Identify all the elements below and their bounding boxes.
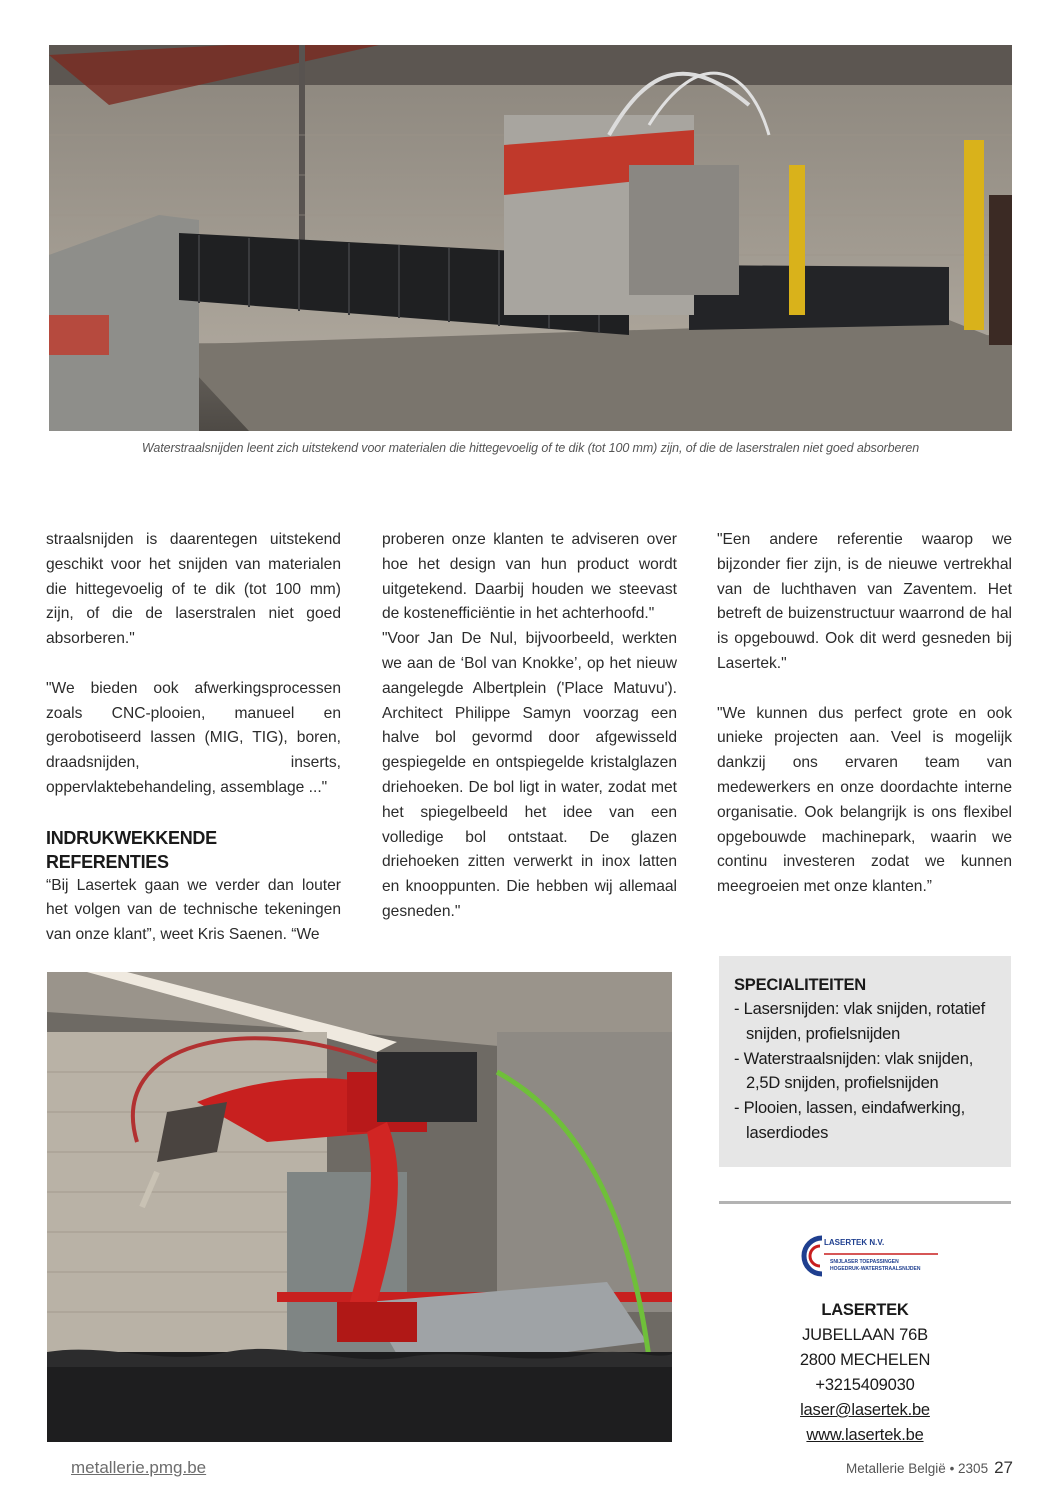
paragraph: proberen onze klanten te adviseren over hoe het design van hun product wordt uitgetekend. Daarbij houden we steevast de kostenefficiëntie in het achterhoofd." [382,531,677,623]
company-address [770,1298,960,1448]
section-heading: INDRUKWEKKENDE REFERENTIES [46,827,217,872]
city: 2800 MECHELEN [799,1351,931,1369]
svg-text:SNIJLASER TOEPASSINGEN: SNIJLASER TOEPASSINGEN [830,1259,899,1265]
welding-robot-photo [47,972,672,1442]
photo-caption: Waterstraalsnijden leent zich uitstekend voor materialen die hittegevoelig of te dik (tot 100 mm) zijn, of die de laserstralen niet goed absorberen [141,441,920,455]
list-item: - Waterstraalsnijden: vlak snijden, 2,5D snijden, profielsnijden [734,1049,974,1093]
street: JUBELLAAN 76B [802,1326,928,1344]
phone: +3215409030 [815,1376,915,1394]
paragraph: "We kunnen dus perfect grote en ook unieke projecten aan. Veel is mogelijk dankzij ons ervaren team van medewerkers en onze doordachte interne organisatie. Ook belangrijk is ons flexibel opgebouwde machinepark, waarin we continu investeren zodat we kunnen meegroeien met onze klanten.” [717,704,1012,896]
footer-issue [846,1458,1013,1478]
waterjet-machine-photo [49,45,1012,431]
paragraph: straalsnijden is daarentegen uitstekend geschikt voor het snijden van materialen die hittegevoelig of te dik (tot 100 mm) zijn, of die de laserstralen niet goed absorberen." [46,531,341,648]
specialities-title: SPECIALITEITEN [734,976,866,994]
issue-label: Metallerie België • 2305 [846,1461,989,1476]
svg-text:HOGEDRUK-WATERSTRAALSNIJDEN: HOGEDRUK-WATERSTRAALSNIJDEN [830,1266,921,1272]
paragraph: "We bieden ook afwerkingsprocessen zoals CNC-plooien, manueel en gerobotiseerd lassen (MIG, TIG), boren, draadsnijden, inserts, oppervlaktebehandeling, assemblage ..." [46,679,341,796]
specialities-box [719,956,1011,1167]
text-column-2 [382,528,677,925]
paragraph: "Voor Jan De Nul, bijvoorbeeld, werkten we aan de ‘Bol van Knokke’, op het nieuw aangelegde Albertplein ('Place Matuvu'). Architect Philippe Samyn voorzag een halve bol gevormd door afgewisseld gespiegelde en ontspiegelde kristalglazen driehoeken. De bol ligt in water, zodat met het spiegelbeeld het idee van een volledige bol ontstaat. De glazen driehoeken zitten verwerkt in inox latten en knooppunten. Die hebben wij allemaal gesneden." [382,630,677,920]
email-link[interactable]: laser@lasertek.be [800,1401,930,1419]
lasertek-logo [800,1234,940,1278]
divider [719,1201,1011,1204]
list-item: - Lasersnijden: vlak snijden, rotatief snijden, profielsnijden [734,1000,986,1043]
text-column-3 [717,528,1012,900]
website-link[interactable]: www.lasertek.be [806,1426,924,1444]
specialities-list [734,997,997,1146]
footer-site-link[interactable]: metallerie.pmg.be [71,1458,207,1477]
text-column-1 [46,528,341,948]
paragraph: "Een andere referentie waarop we bijzonder fier zijn, is de nieuwe vertrekhal van de luchthaven van Zaventem. Het betreft de buizenstructuur waarrond de hal is opgebouwd. Ook dit werd gesneden bij Lasertek." [717,531,1012,672]
list-item: - Plooien, lassen, eindafwerking, laserdiodes [734,1099,965,1142]
svg-text:LASERTEK N.V.: LASERTEK N.V. [824,1238,885,1247]
page-number: 27 [994,1458,1013,1477]
company-name: LASERTEK [821,1301,909,1319]
paragraph: “Bij Lasertek gaan we verder dan louter het volgen van de technische tekeningen van onze klant”, weet Kris Saenen. “We [46,876,341,944]
